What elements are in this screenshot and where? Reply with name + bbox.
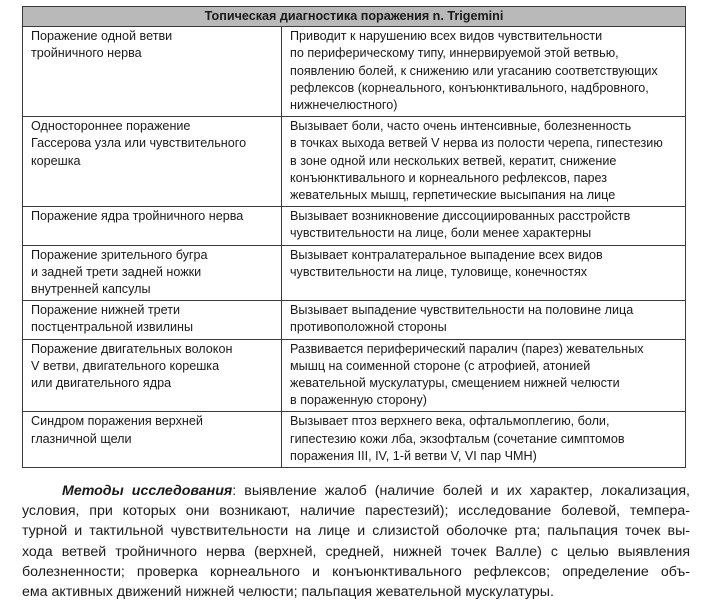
lesion-cell [23,339,282,412]
lesion-text: Поражение нижней трети [31,303,181,318]
effect-text: Вызывает контралатеральное выпадение всех видов [290,247,603,262]
effect-text: конъюнктивального и корнеального рефлексов, парез [290,170,607,185]
effect-text: противоположной стороны [290,320,447,335]
effect-text: чувствительности на лице, боли менее характерны [290,226,592,241]
effect-text: в зоне одной или нескольких ветвей, кератит, снижение [290,153,617,168]
table-title: Топическая диагностика поражения n. Trigemini [23,7,686,27]
lesion-text: Поражение зрительного бугра [31,247,208,262]
lesion-text: Поражение двигательных волокон [31,341,233,356]
methods-line: болезненности; проверка корнеального и конъюнктивального рефлексов; определение объ- [22,563,690,580]
methods-paragraph [22,481,690,602]
lesion-cell [23,117,282,207]
table-row [23,117,686,207]
effect-text: появлению болей, к снижению или угасанию соответствующих [290,63,658,78]
effect-text: Приводит к нарушению всех видов чувствительности [290,29,603,44]
table-row [23,207,686,245]
table-row [23,27,686,117]
table-row [23,339,686,412]
effect-text: рефлексов (корнеального, конъюнктивального, надбровного, [290,80,649,95]
lesion-cell [23,412,282,468]
effect-cell [282,245,686,301]
methods-line: хода ветвей тройничного нерва (верхней, средней, нижней точек Валле) с целью выявления [22,543,690,560]
table-header-row [23,7,686,27]
table-row [23,412,686,468]
methods-line: турной и тактильной чувствительности на лице и слизистой оболочке рта; пальпация точек вы- [22,523,690,540]
lesion-text: Поражение одной ветви [31,29,173,44]
effect-text: жевательных мышц, герпетические высыпания на лице [290,188,616,203]
lesion-text: корешка [31,153,81,168]
lesion-text: тройничного нерва [31,46,142,61]
effect-text: Вызывает боли, часто очень интенсивные, болезненность [290,119,632,134]
effect-text: чувствительности на лице, туловище, конечностях [290,264,588,279]
lesion-text: внутренней капсулы [31,282,151,297]
effect-text: мышц на соименной стороне (с атрофией, атонией [290,358,591,373]
table-row [23,301,686,339]
effect-cell [282,412,686,468]
lesion-text: V ветви, двигательного корешка [31,358,220,373]
methods-text: : выявление жалоб (наличие болей и их характер, локализация, [232,483,690,499]
lesion-text: Поражение ядра тройничного нерва [31,209,244,224]
lesion-text: постцентральной извилины [31,320,194,335]
lesion-text: или двигательного ядра [31,376,172,391]
table-row [23,245,686,301]
methods-line: ема активных движений нижней челюсти; пальпация жевательной мускулатуры. [22,584,554,601]
lesion-text: Синдром поражения верхней [31,414,203,429]
lesion-text: и задней трети задней ножки [31,264,202,279]
lesion-text: глазничной щели [31,431,132,446]
table-body [23,27,686,468]
topical-diagnosis-table [22,6,686,468]
effect-text: Развивается периферический паралич (парез) жевательных [290,341,644,356]
effect-cell [282,207,686,245]
lesion-text: Гассерова узла или чувствительного [31,136,247,151]
effect-cell [282,301,686,339]
effect-cell [282,339,686,412]
effect-text: жевательной мускулатуры, смещением нижней челюсти [290,376,620,391]
effect-text: Вызывает птоз верхнего века, офтальмоплегию, боли, [290,414,610,429]
effect-text: гипестезию кожи лба, экзофтальм (сочетание симптомов [290,431,625,446]
effect-cell [282,117,686,207]
effect-text: в пораженную сторону) [290,393,427,408]
lesion-cell [23,301,282,339]
effect-text: по периферическому типу, иннервируемой этой ветвью, [290,46,619,61]
effect-text: нижнечелюстного) [290,98,398,113]
effect-text: в точках выхода ветвей V нерва из полости черепа, гипестезию [290,136,663,151]
lesion-cell [23,245,282,301]
lesion-cell [23,27,282,117]
lesion-cell [23,207,282,245]
effect-text: Вызывает выпадение чувствительности на половине лица [290,303,634,318]
effect-cell [282,27,686,117]
methods-line: условия, при которых они возникают, наличие парестезий); исследование болевой, темпера- [22,503,690,520]
lesion-text: Одностороннее поражение [31,119,191,134]
methods-line-1 [22,481,690,501]
methods-heading: Методы исследования [62,483,233,499]
effect-text: поражения III, IV, 1-й ветви V, VI пар ЧМН) [290,448,537,463]
effect-text: Вызывает возникновение диссоциированных расстройств [290,209,631,224]
